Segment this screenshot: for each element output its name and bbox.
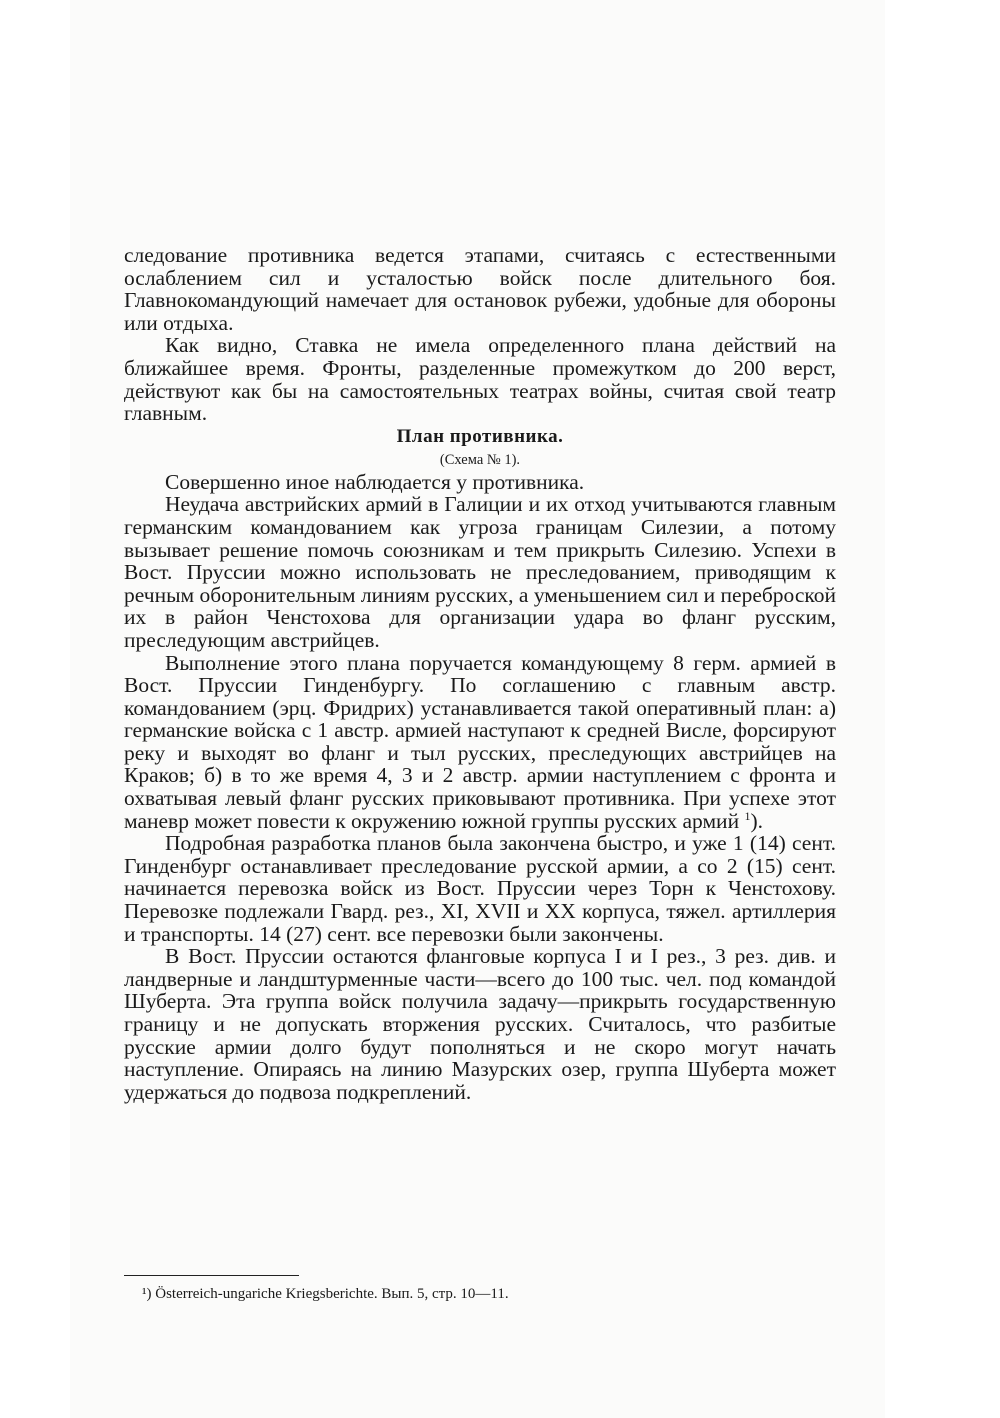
paragraph: Как видно, Ставка не имела определенного плана действий на ближайшее время. Фронты, разделенные промежутком до 200 верст, действуют как бы на самостоятельных театрах войны, считая свой театр главным. (124, 333, 836, 426)
section-heading: План противника. (396, 425, 564, 447)
footnote-reference: 1 (744, 808, 751, 823)
footnote-marker: ¹) (142, 1286, 152, 1302)
paragraph: Неудача австрийских армий в Галиции и их отход учитываются главным германским командованием как угроза границам Силезии, а потому вызывает решение помочь союзникам и тем прикрыть Силезию. Успехи в Вост. Пруссии можно использовать не преследованием, приводящим к речным оборонительным линиям русских, а уменьшением сил и переброской их в район Ченстохова для организации удара во фланг русским, преследующим австрийцев. (124, 492, 836, 652)
scheme-reference: (Схема № 1). (439, 451, 521, 468)
paragraph-text: Выполнение этого плана поручается командующему 8 герм. армией в Вост. Пруссии Гинденбургу. По соглашению с главным австр. командованием (эрц. Фридрих) устанавливается такой оперативный план: а) германские войска с 1 австр. армией наступают к средней Висле, форсируют реку и выходят во фланг и тыл русских, преследующих австрийцев на Краков; б) в то же время 4, 3 и 2 австр. армии наступлением с фронта и охватывая левый фланг русских приковывают противника. При успехе этот маневр может повести к окружению южной группы русских армий (124, 650, 836, 833)
footnote (142, 1283, 842, 1305)
paragraph: следование противника ведется этапами, считаясь с естественными ослаблением сил и усталостью войск после длительного боя. Главнокомандующий намечает для остановок рубежи, удобные для обороны или отдыха. (124, 243, 836, 335)
footnote-text: Österreich-ungariche Kriegsberichte. Вып. 5, стр. 10—11. (151, 1286, 509, 1302)
paragraph: Совершенно иное наблюдается у противника. (165, 469, 585, 494)
paragraph-text-end: ). (750, 808, 763, 833)
paragraph: В Вост. Пруссии остаются фланговые корпуса I и I рез., 3 рез. див. и ландверные и ландштурменные части—всего до 100 тыс. чел. под командой Шуберта. Эта группа войск получила задачу—прикрыть государственную границу и не допускать вторжения русских. Считалось, что разбитые русские армии долго будут пополняться и не скоро могут начать наступление. Опираясь на линию Мазурских озер, группа Шуберта может удержаться до подвоза подкреплений. (124, 944, 836, 1104)
text-block (124, 244, 836, 1103)
footnote-divider (124, 1275, 299, 1276)
paragraph (124, 652, 836, 833)
paragraph: Подробная разработка планов была закончена быстро, и уже 1 (14) сент. Гинденбург останавливает преследование русской армии, а со 2 (15) сент. начинается перевозка войск из Вост. Пруссии через Торн к Ченстохову. Перевозке подлежали Гвард. рез., XI, XVII и XX корпуса, тяжел. артиллерия и транспорты. 14 (27) сент. все перевозки были закончены. (124, 831, 836, 946)
